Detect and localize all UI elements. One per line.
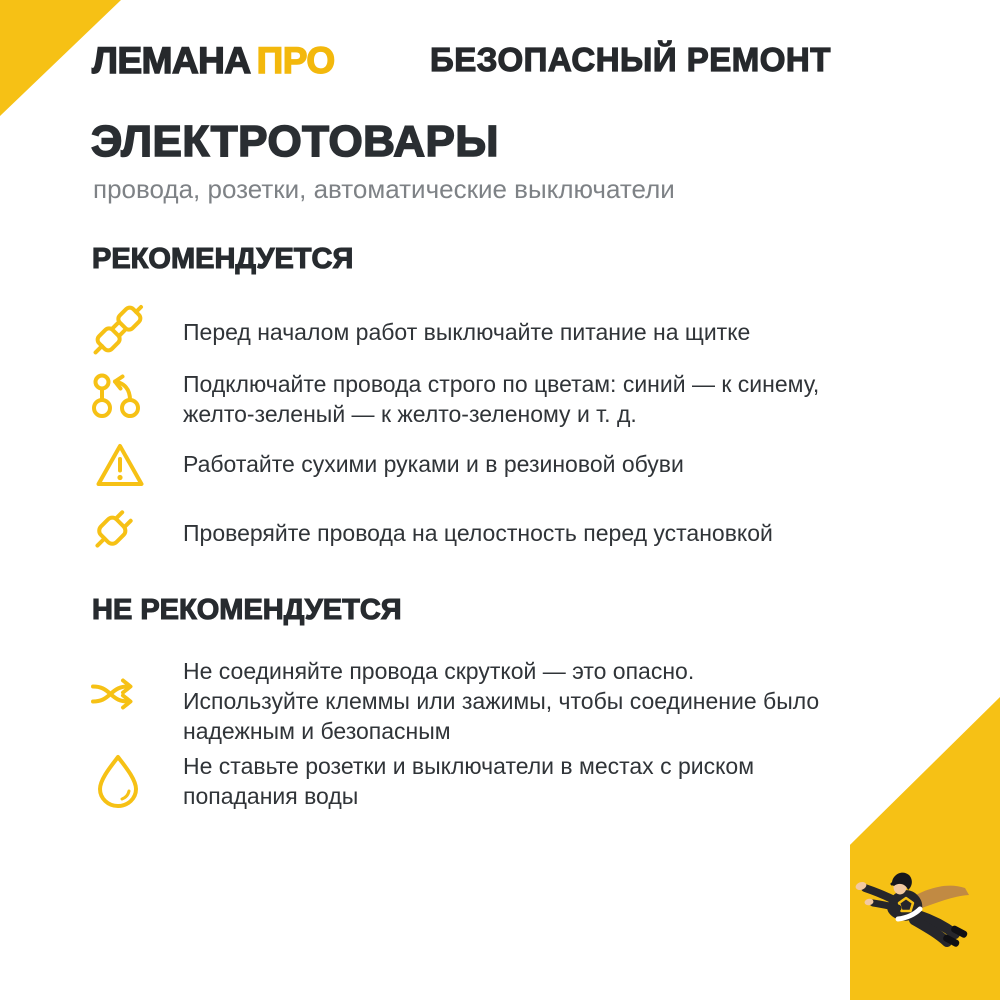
warning-triangle-icon — [92, 437, 148, 493]
recommended-item-2-line: Подключайте провода строго по цветам: синий — к синему, — [183, 371, 820, 397]
section-heading-not-recommended: НЕ РЕКОМЕНДУЕТСЯ — [92, 594, 402, 626]
brand-logo — [92, 42, 335, 79]
not-recommended-item-1-line: Не соединяйте провода скруткой — это опасно. — [183, 658, 695, 684]
recommended-item-4 — [183, 518, 773, 548]
plug-icon — [88, 500, 144, 556]
not-recommended-item-1 — [183, 656, 819, 746]
flying-superhero-mascot — [848, 862, 984, 966]
not-recommended-item-2 — [183, 751, 754, 811]
recommended-item-2 — [183, 369, 819, 429]
section-heading-recommended: РЕКОМЕНДУЕТСЯ — [92, 243, 354, 275]
recommended-item-3 — [183, 449, 684, 479]
brand-logo-primary: ЛЕМАНА — [92, 40, 251, 81]
recommended-item-3-line: Работайте сухими руками и в резиновой обуви — [183, 451, 684, 477]
page-subtitle: провода, розетки, автоматические выключатели — [93, 174, 675, 204]
not-recommended-item-1-line: Используйте клеммы или зажимы, чтобы соединение было — [183, 688, 820, 714]
not-recommended-item-1-line: надежным и безопасным — [183, 718, 451, 744]
recommended-item-1 — [183, 317, 750, 347]
wire-colors-icon — [89, 369, 145, 425]
recommended-item-1-line: Перед началом работ выключайте питание на щитке — [183, 319, 751, 345]
not-recommended-item-2-line: попадания воды — [183, 783, 359, 809]
water-drop-icon — [90, 752, 146, 808]
brand-logo-secondary: ПРО — [256, 40, 335, 81]
recommended-item-4-line: Проверяйте провода на целостность перед установкой — [183, 520, 773, 546]
recommended-item-2-line: желто-зеленый — к желто-зеленому и т. д. — [183, 401, 637, 427]
header-title: БЕЗОПАСНЫЙ РЕМОНТ — [430, 41, 831, 78]
disconnected-plugs-icon — [90, 302, 146, 358]
page-title: ЭЛЕКТРОТОВАРЫ — [91, 117, 499, 166]
shuffle-wires-icon — [86, 666, 142, 722]
not-recommended-item-2-line: Не ставьте розетки и выключатели в местах с риском — [183, 753, 755, 779]
